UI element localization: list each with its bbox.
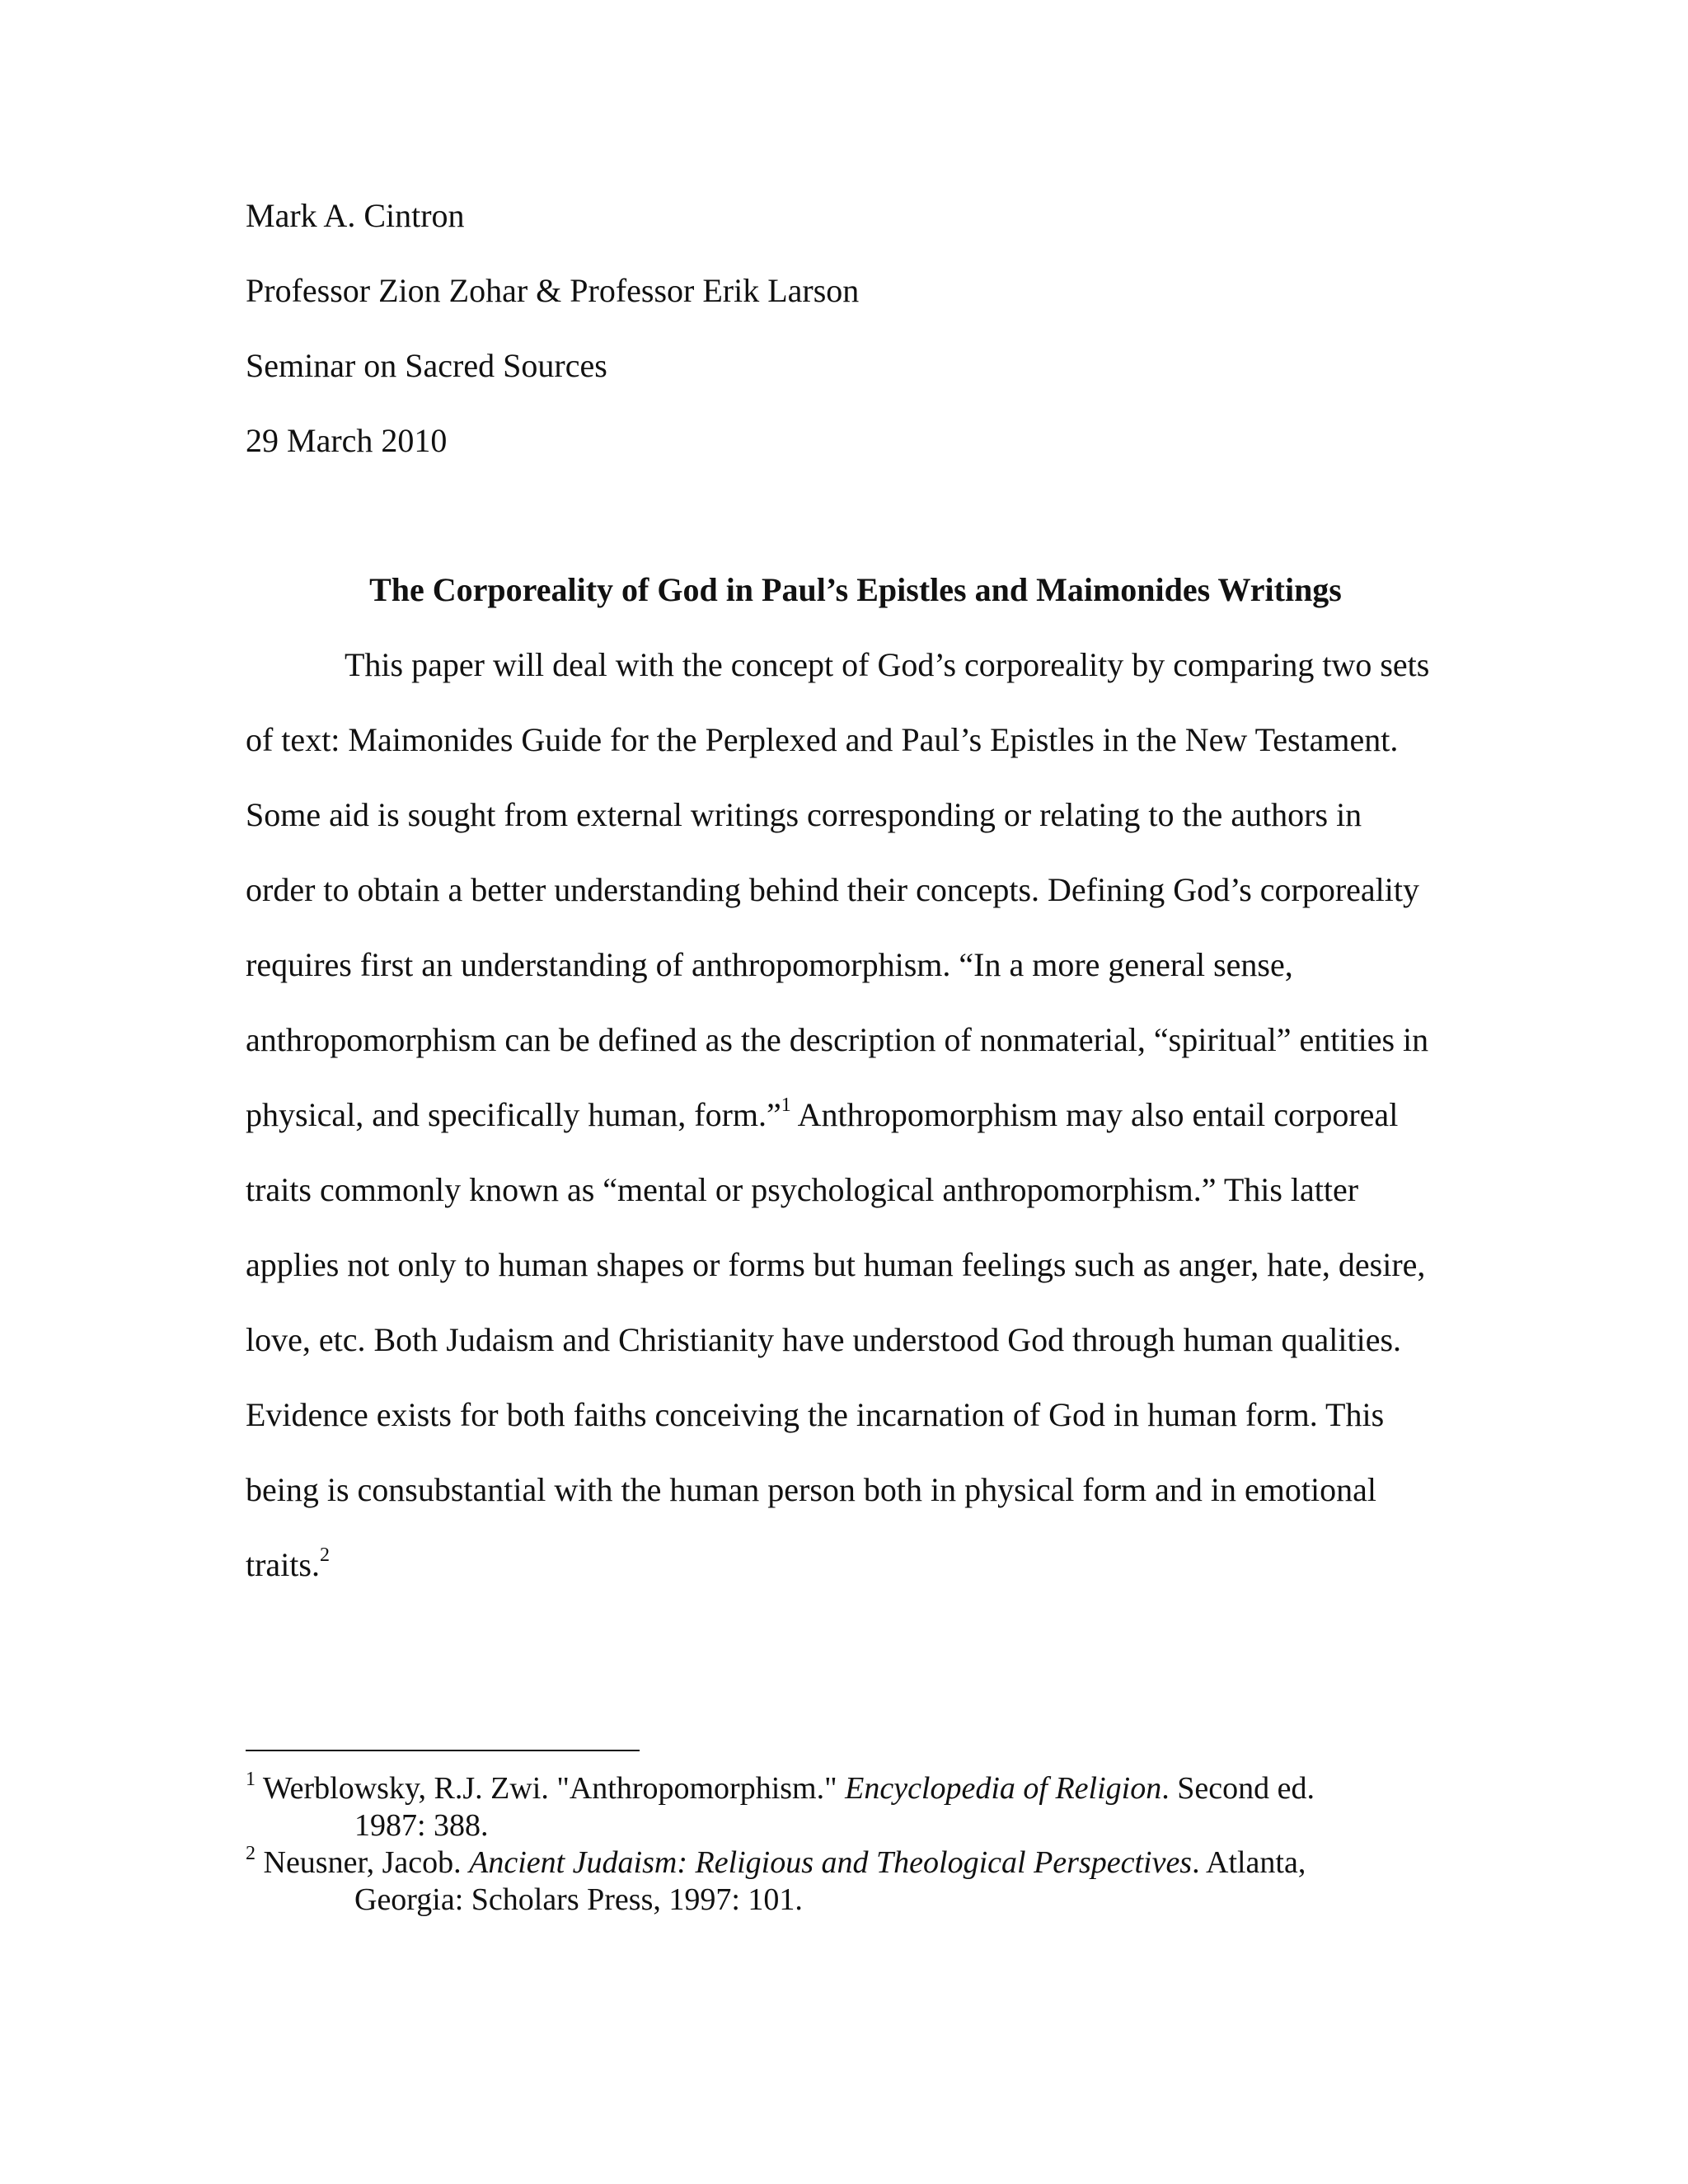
body-line: anthropomorphism can be defined as the description of nonmaterial, “spiritual” entities in: [246, 1021, 1429, 1058]
footnote-text: . Atlanta,: [1192, 1845, 1306, 1880]
footnote-mark: 2: [246, 1843, 256, 1864]
body-line: Evidence exists for both faiths conceiving the incarnation of God in human form. This: [246, 1396, 1385, 1433]
footnote-source-title: Encyclopedia of Religion: [845, 1771, 1162, 1806]
body-line: order to obtain a better understanding behind their concepts. Defining God’s corporeality: [246, 871, 1420, 908]
footnote-1: [246, 1770, 1315, 1807]
body-line: requires first an understanding of anthropomorphism. “In a more general sense,: [246, 946, 1293, 983]
footnote-reference-2[interactable]: 2: [319, 1544, 330, 1566]
body-line: love, etc. Both Judaism and Christianity have understood God through human qualities.: [246, 1321, 1402, 1358]
paper-date: 29 March 2010: [246, 422, 448, 459]
paper-title: The Corporeality of God in Paul’s Epistles and Maimonides Writings: [369, 571, 1342, 608]
body-text: Anthropomorphism may also entail corporeal: [790, 1096, 1399, 1133]
body-line: Some aid is sought from external writings corresponding or relating to the authors in: [246, 796, 1362, 833]
professor-names: Professor Zion Zohar & Professor Erik Larson: [246, 272, 860, 309]
body-text: traits.: [246, 1546, 320, 1583]
body-text: physical, and specifically human, form.”: [246, 1096, 781, 1133]
footnote-reference-1[interactable]: 1: [781, 1094, 791, 1116]
author-name: Mark A. Cintron: [246, 197, 465, 234]
body-line: This paper will deal with the concept of God’s corporeality by comparing two sets: [345, 646, 1430, 683]
footnote-text: Werblowsky, R.J. Zwi. "Anthropomorphism.": [256, 1771, 846, 1806]
body-line: traits commonly known as “mental or psychological anthropomorphism.” This latter: [246, 1171, 1359, 1208]
body-line: [246, 1095, 1398, 1135]
body-line: [246, 1545, 330, 1585]
footnote-2: [246, 1844, 1306, 1881]
footnote-1-continuation: 1987: 388.: [354, 1808, 489, 1843]
footnote-mark: 1: [246, 1769, 256, 1790]
body-line: applies not only to human shapes or forms but human feelings such as anger, hate, desire,: [246, 1246, 1426, 1283]
footnote-text: Neusner, Jacob.: [256, 1845, 470, 1880]
body-line: being is consubstantial with the human person both in physical form and in emotional: [246, 1471, 1376, 1508]
course-name: Seminar on Sacred Sources: [246, 347, 607, 384]
footnote-source-title: Ancient Judaism: Religious and Theological Perspectives: [469, 1845, 1193, 1880]
body-line: of text: Maimonides Guide for the Perplexed and Paul’s Epistles in the New Testament.: [246, 721, 1399, 758]
footnote-text: . Second ed.: [1161, 1771, 1315, 1806]
footnote-2-continuation: Georgia: Scholars Press, 1997: 101.: [354, 1882, 803, 1917]
footnote-separator: [246, 1750, 640, 1751]
